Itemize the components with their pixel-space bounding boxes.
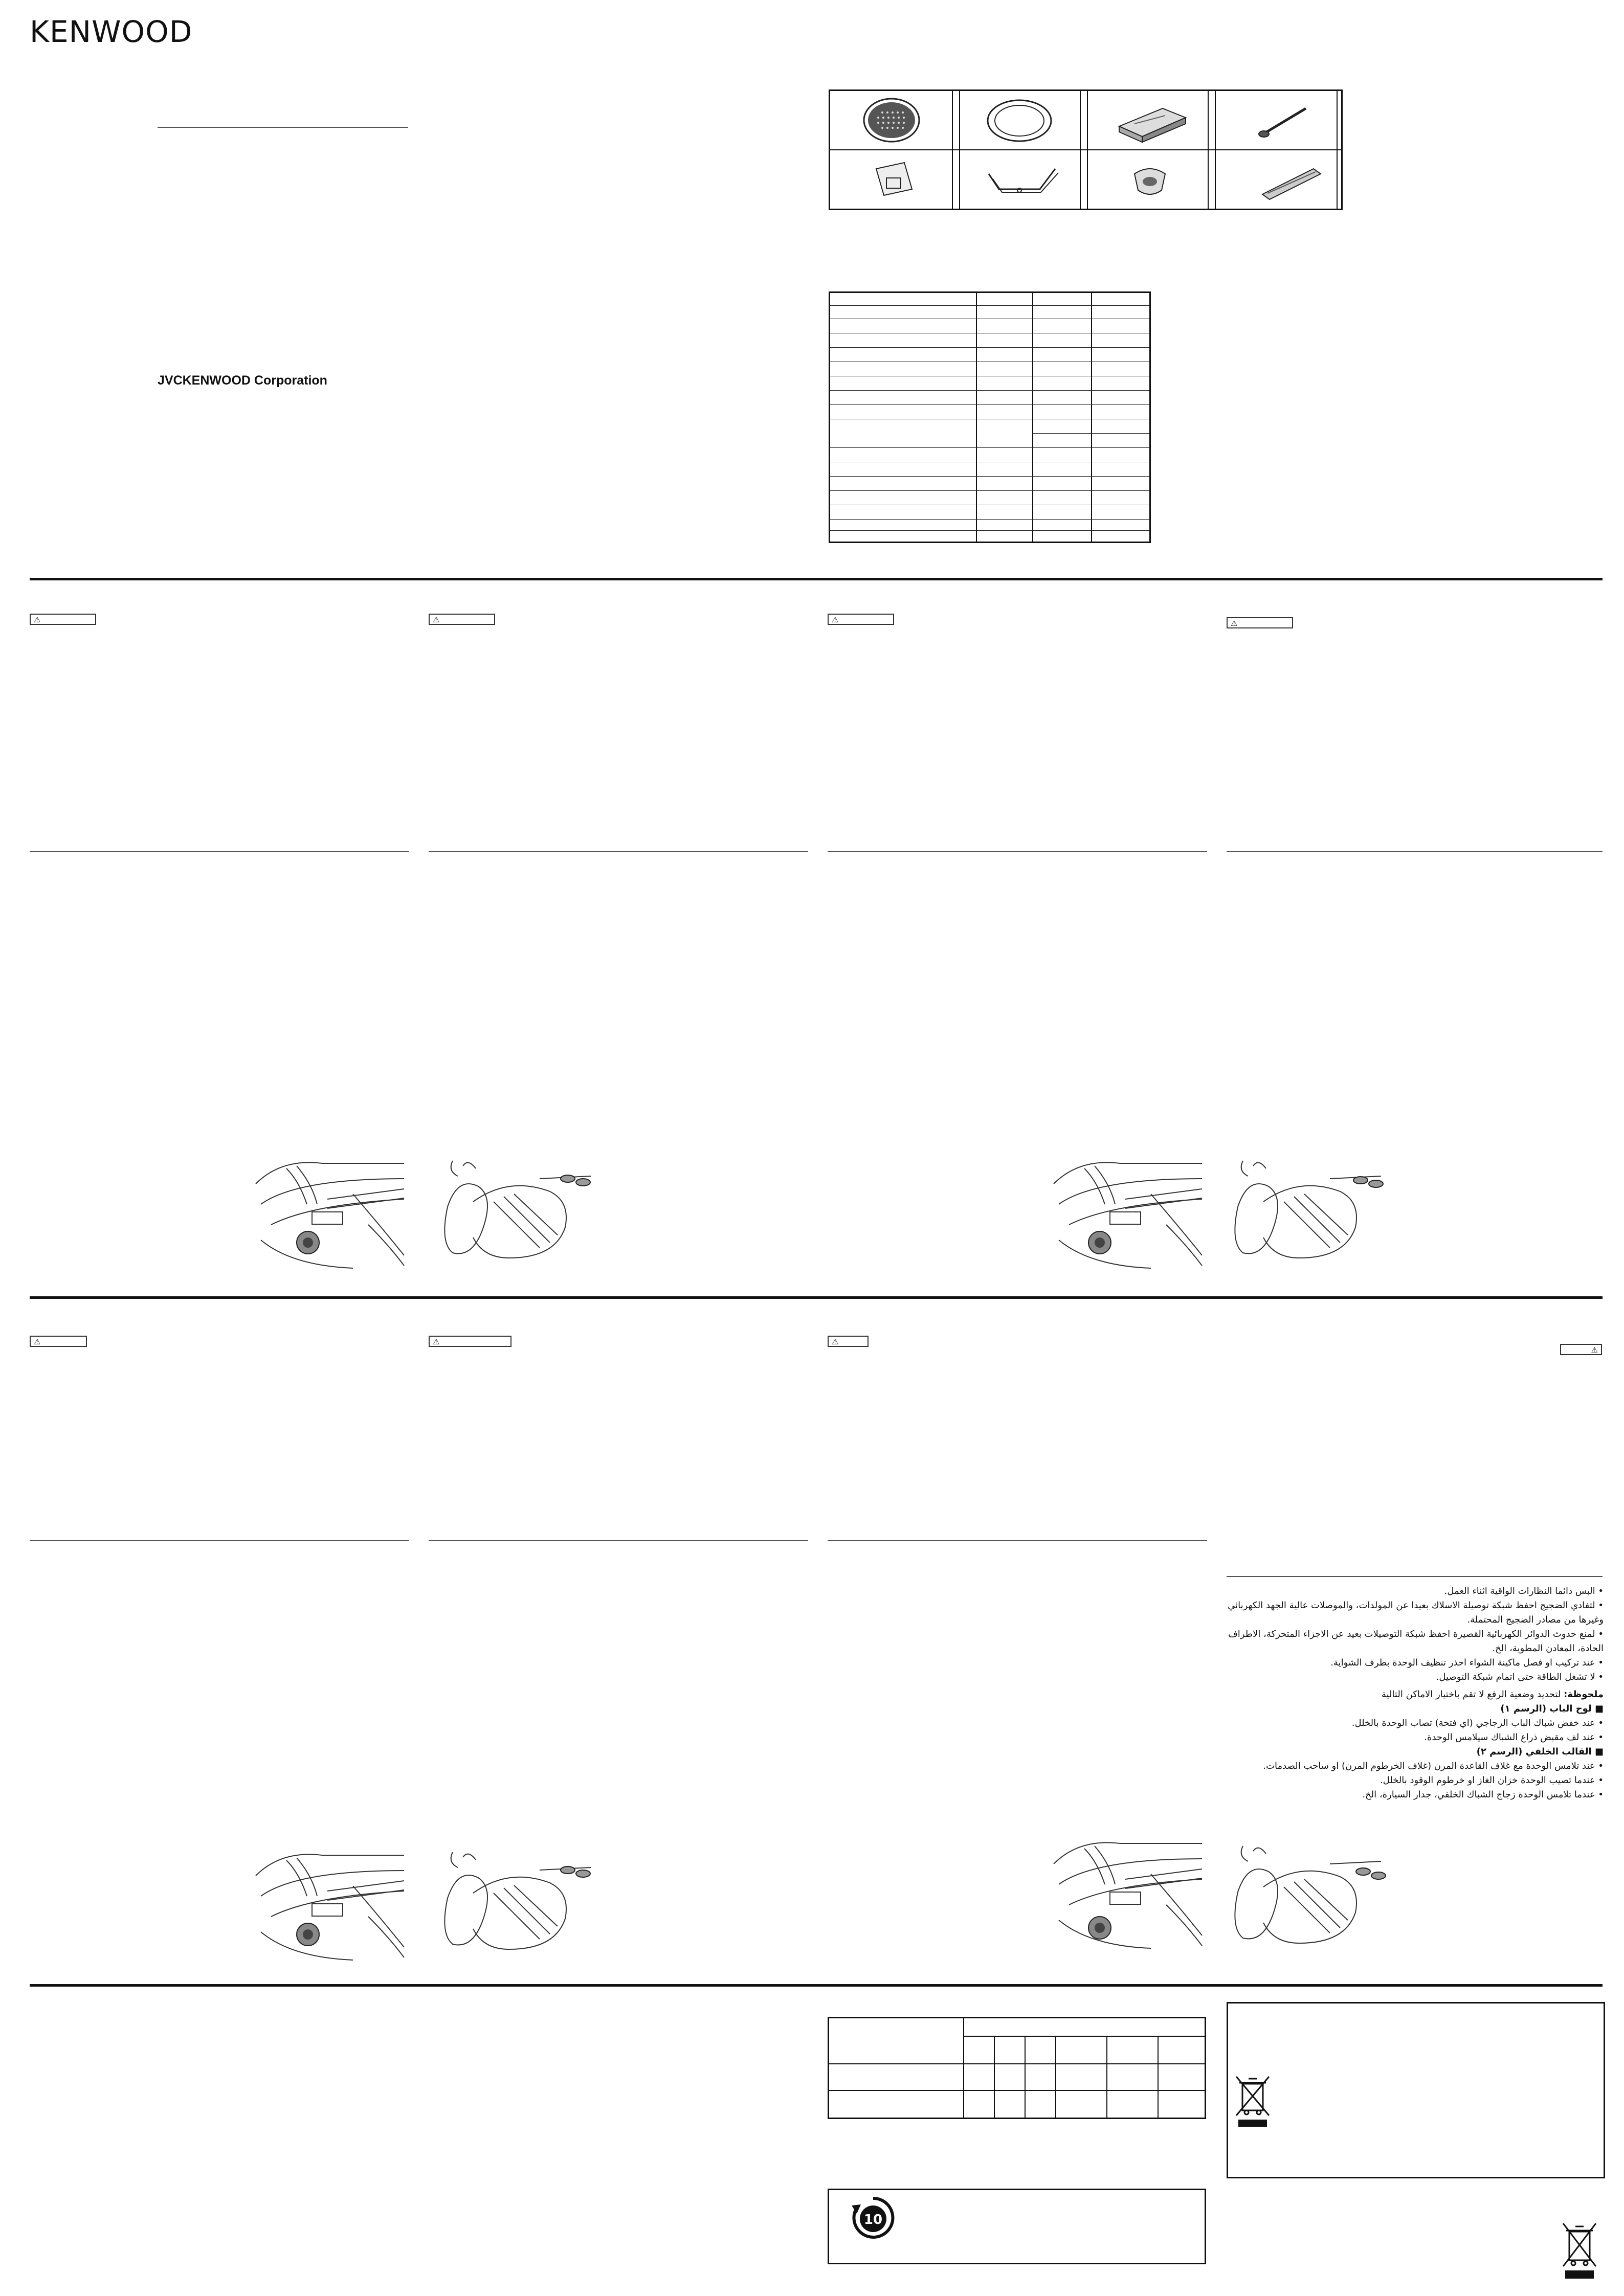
table-col-divider (1158, 2036, 1159, 2118)
table-col-divider (994, 2036, 995, 2118)
warning-triangle-icon: ⚠ (34, 1337, 41, 1346)
mounting-bracket-icon (984, 159, 1060, 205)
corporation-name: JVCKENWOOD Corporation (158, 373, 327, 388)
recycle-years-label: 10 (863, 2212, 883, 2227)
table-row-line (963, 2036, 1205, 2037)
parts-grid-divider (1087, 91, 1088, 209)
table-col-divider (1055, 2036, 1056, 2118)
warning-triangle-icon: ⚠ (832, 1337, 839, 1346)
table-col-divider (1106, 2036, 1107, 2118)
arabic-bullet: • لتفادي الضجيج احفظ شبكة توصيلة الاسلاك بعيدا عن المولدات، والموصلات عالية الجهد الكهربائي وغيرها من مصادر الضجيج المحتملة. (1228, 1600, 1604, 1625)
arabic-bullet: • لمنع حدوث الدوائر الكهربائية القصيرة احفظ شبكة التوصيلات بعيد عن الاجزاء المتحركة، الاطراف الحادة، المعادن المطوية، الخ. (1228, 1629, 1604, 1654)
door-panel-illustration (1049, 1148, 1207, 1271)
spec-row-line (830, 530, 1149, 531)
rear-deck-illustration (1228, 1156, 1396, 1268)
recycle-10-icon (850, 2194, 897, 2241)
arabic-rear-item: • عندما تلامس الوحدة زجاج الشباك الخلفي، جدار السيارة، الخ. (1362, 1789, 1604, 1800)
door-panel-illustration (1049, 1828, 1207, 1951)
hazardous-substance-table (828, 2017, 1206, 2119)
spec-row-line (830, 447, 1149, 448)
specifications-table (829, 291, 1151, 543)
arabic-rear-item: • عندما تصيب الوحدة خزان الغاز او خرطوم الوقود بالخلل. (1380, 1775, 1604, 1786)
mounting-ring-icon (984, 96, 1055, 145)
tweeter-cup-icon (1127, 159, 1173, 205)
spec-row-line (830, 519, 1149, 520)
arabic-caution-notes (1222, 1584, 1604, 1802)
parts-grid (829, 89, 1343, 210)
column-rule (429, 1540, 808, 1541)
column-rule (828, 1540, 1207, 1541)
caution-label-box (429, 614, 495, 625)
arabic-door-item: • عند لف مقبض ذراع الشباك سيلامس الوحدة. (1424, 1732, 1604, 1743)
spec-row-line (830, 476, 1149, 477)
speaker-grille-icon (862, 95, 921, 145)
column-rule (429, 851, 808, 852)
section-rule (30, 1984, 1603, 1987)
crossed-bin-icon (1233, 2073, 1272, 2129)
table-row-line (829, 2063, 1205, 2064)
column-rule (30, 851, 409, 852)
adhesive-tape-icon (1257, 163, 1324, 204)
caution-label-box (30, 614, 96, 625)
parts-grid-divider (1208, 91, 1209, 209)
parts-grid-divider (830, 149, 1341, 150)
rear-deck-illustration (437, 1156, 606, 1268)
caution-label-box (828, 1336, 869, 1347)
caution-label-box (30, 1336, 87, 1347)
spec-row-line (830, 404, 1149, 405)
arabic-rear-item: • عند تلامس الوحدة مع غلاف القاعدة المرن (غلاف الخرطوم المرن) او ساحب الصدمات. (1263, 1761, 1604, 1771)
warning-triangle-icon: ⚠ (433, 1337, 440, 1346)
parts-grid-divider (1080, 91, 1081, 209)
section-rule (30, 1296, 1603, 1299)
tweeter-bracket-icon (866, 153, 922, 205)
arabic-bullet: • لا تشغل الطاقة حتى اتمام شبكة التوصيل. (1436, 1672, 1604, 1682)
arabic-door-item: • عند خفض شباك الباب الزجاجي (اي فتحة) تصاب الوحدة بالخلل. (1351, 1718, 1604, 1728)
spec-row-line (1032, 433, 1149, 434)
caution-label-box (1227, 617, 1293, 628)
rear-deck-illustration (437, 1847, 606, 1960)
arabic-bullet: • البس دائما النظارات الواقية اثناء العمل. (1444, 1586, 1604, 1596)
parts-grid-divider (1215, 91, 1216, 209)
arabic-note-label: ملحوظة: (1564, 1689, 1604, 1700)
table-col-divider (1025, 2036, 1026, 2118)
column-rule (1227, 1576, 1603, 1577)
door-panel-illustration (251, 1840, 409, 1963)
table-col-divider (963, 2018, 964, 2118)
parts-grid-divider (1337, 91, 1338, 209)
door-panel-illustration (251, 1148, 409, 1271)
spec-row-line (830, 390, 1149, 391)
recycle-notice-box (828, 2189, 1206, 2264)
warning-triangle-icon: ⚠ (832, 615, 839, 624)
brand-logo: KENWOOD (30, 14, 193, 49)
warning-triangle-icon: ⚠ (433, 615, 440, 624)
table-row-line (829, 2090, 1205, 2091)
caution-label-box (1560, 1344, 1602, 1355)
column-rule (828, 851, 1207, 852)
parts-grid-divider (959, 91, 960, 209)
column-rule (1227, 851, 1603, 852)
warning-triangle-icon: ⚠ (1591, 1345, 1598, 1355)
caution-label-box (828, 614, 894, 625)
warning-triangle-icon: ⚠ (1231, 619, 1238, 628)
arabic-bullet: • عند تركيب او فصل ماكينة الشواء احذر تنظيف الوحدة بطرف الشواية. (1330, 1657, 1604, 1668)
crossover-box-icon (1114, 98, 1191, 144)
spec-row-line (830, 347, 1149, 348)
arabic-rear-heading: ■ القالب الخلفي (الرسم ٢) (1476, 1746, 1604, 1757)
crossed-bin-icon (1560, 2219, 1599, 2281)
weee-notice-box (1227, 2002, 1605, 2178)
spec-row-line (830, 490, 1149, 491)
section-rule (30, 578, 1603, 580)
header-rule (158, 127, 408, 128)
caution-label-box (429, 1336, 511, 1347)
arabic-note-text: لتحديد وضعية الرفع لا تقم باختيار الاماكن التالية (1381, 1689, 1561, 1700)
spec-row-line (830, 305, 1149, 306)
rear-deck-illustration (1228, 1841, 1396, 1953)
column-rule (30, 1540, 409, 1541)
arabic-door-heading: ■ لوح الباب (الرسم ١) (1500, 1703, 1604, 1714)
parts-grid-divider (952, 91, 953, 209)
warning-triangle-icon: ⚠ (34, 615, 41, 624)
screw-icon (1255, 101, 1316, 142)
